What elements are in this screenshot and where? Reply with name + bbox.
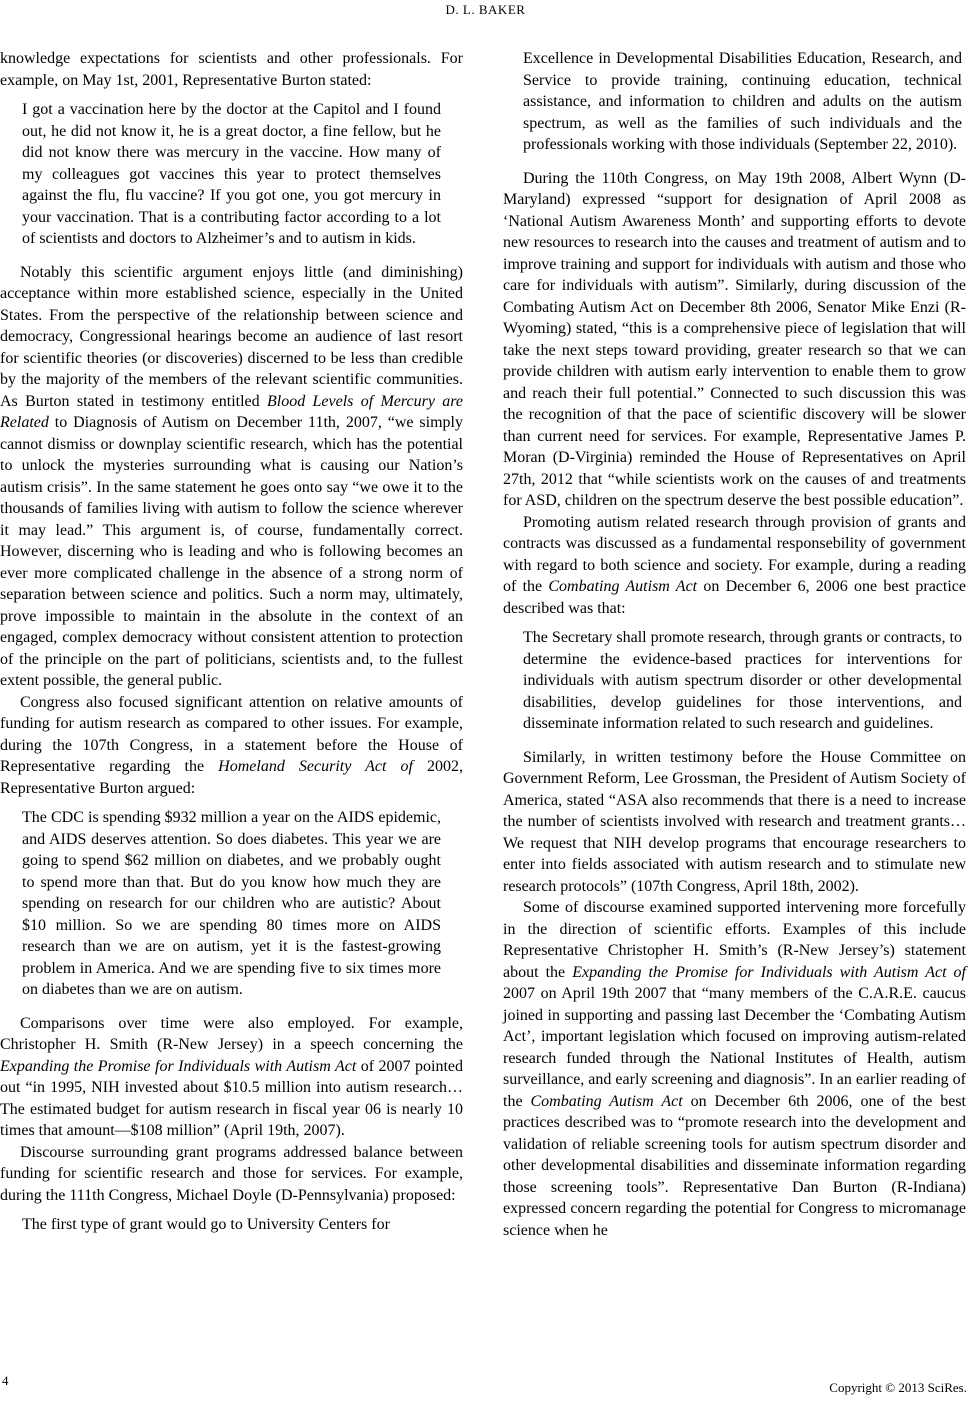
- italic-title: Combating Autism Act: [548, 578, 698, 595]
- right-column: [503, 48, 966, 1241]
- italic-title: Expanding the Promise for Individuals with Autism Act of: [572, 963, 966, 981]
- block-quote: [22, 99, 441, 250]
- text: 2002, Representative Burton argued:: [0, 758, 464, 797]
- text: Promoting autism related research through provision of grants and contracts was discussed as a fundamental responsebility of government with regard to both science and society. For example, during a reading of the: [503, 513, 966, 595]
- paragraph: knowledge expectations for scientists and other professionals. For example, on May 1st, 2001, Representative Burton stated:: [0, 50, 463, 89]
- text: 2007 on April 19th 2007 that “many members of the C.A.R.E. caucus joined in supporting and passing last December the ‘Combating Autism Act’, important legislation which focused on improving autism-related research funded through the National Institutes of Health, autism surveillance, and early screening and diagnosis”. In an earlier reading of the: [503, 985, 966, 1110]
- running-head: D. L. BAKER: [445, 2, 526, 17]
- text: Some of discourse examined supported intervening more forcefully in the direction of scientific efforts. Examples of this include Representative Christopher H. Smith’s (R-New Jersey’s) statement about the: [503, 899, 966, 981]
- paragraph: During the 110th Congress, on May 19th 2008, Albert Wynn (D-Maryland) expressed “support for designation of April 2008 as ‘National Autism Awareness Month’ and supporting efforts to devote new resources to research into the causes and treatment of autism and to improve training and support for individuals with autism and those who care for individuals with autism”. Similarly, during discussion of the Combating Autism Act on December 8th 2006, Senator Mike Enzi (R-Wyoming) stated, “this is a comprehensive piece of legislation that will take the next steps toward providing, greater research so that we can provide children with autism early intervention to enable them to grow and reach their full potential.” Connected to such discussion this was the recognition of that the pace of scientific discovery will be slower than current need for services. For example, Representative James P. Moran (D-Virginia) reminded the House of Representatives on April 27th, 2012 that “while scientists work on the causes of and treatments for ASD, children on the spectrum deserve the best possible education”.: [503, 169, 966, 509]
- block-quote: [523, 627, 962, 735]
- text: Comparisons over time were also employed. For example, Christopher H. Smith (R-New Jersey) in a speech concerning the: [0, 1014, 463, 1053]
- block-quote: [22, 807, 441, 1001]
- block-quote: [22, 1214, 441, 1236]
- text: Notably this scientific argument enjoys little (and diminishing) acceptance within more established science, especially in the United States. From the perspective of the relationship between science and democracy, Congressional hearings become an audience of last resort for scientific theories (or discoveries) discerned to be less than credible by the majority of the members of the relevant scientific communities. As Burton stated in testimony entitled: [0, 263, 463, 410]
- text: to Diagnosis of Autism on December 11th, 2007, “we simply cannot dismiss or downplay scientific research, which has the potential to unlock the mysteries surrounding what is causing our Nation’s autism crisis”. In the same statement he goes onto say “we owe it to the thousands of families living with autism to follow the science wherever it may lead.” This argument is, of course, fundamentally correct. However, discerning who is leading and who is following becomes an ever more complicated challenge in the absence of a strong norm of separation between science and politics. Such a norm may, ultimately, prove impossible to maintain in the absolute in the context of an engaged, complex democracy without consistent attention to protection of the principle on the part of politicians, scientists and, to the fullest extent possible, the general public.: [0, 414, 463, 689]
- left-column: [0, 48, 463, 1236]
- copyright-notice: Copyright © 2013 SciRes.: [829, 1380, 967, 1395]
- paragraph: [503, 512, 966, 620]
- italic-title: Expanding the Promise for Individuals with Autism Act: [0, 1057, 357, 1075]
- italic-title: Blood Levels of Mercury are Related: [0, 392, 464, 431]
- block-quote: [523, 48, 962, 156]
- italic-title: Combating Autism Act: [530, 1092, 683, 1110]
- paragraph: Similarly, in written testimony before the House Committee on Government Reform, Lee Grossman, the President of Autism Society of America, stated “ASA also recommends that there is a need to increase the number of scientists involved with research and treatment grants…We request that NIH develop programs that encourage researchers to enter into fields associated with autism research and to stimulate new research protocols” (107th Congress, April 18th, 2002).: [503, 748, 966, 895]
- page-number: 4: [2, 1373, 9, 1388]
- paragraph: [0, 1013, 463, 1142]
- quote-text: The Secretary shall promote research, through grants or contracts, to determine the evidence-based practices for interventions for individuals with autism spectrum disorder or other developmental disabilities, develop guidelines for those interventions, and disseminate information related to such research and guidelines.: [523, 629, 962, 732]
- text: on December 6, 2006 one best practice described was that:: [503, 578, 966, 617]
- text: of 2007 pointed out “in 1995, NIH invested about $10.5 million into autism research… The estimated budget for autism research in fiscal year 06 is nearly 10 times that amount—$108 million” (April 19th, 2007).: [0, 1057, 463, 1139]
- quote-text: The CDC is spending $932 million a year on the AIDS epidemic, and AIDS deserves attention. So does diabetes. This year we are going to spend $62 million on diabetes, and we probably ought to spend more than that. But do you know how much they are spending on research for our children who are autistic? About $10 million. So we are spending 80 times more on AIDS research than we are on autism, yet it is the fastest-growing problem in America. And we are spending five to six times more on diabetes than we are on autism.: [22, 809, 441, 998]
- italic-title: Homeland Security Act of: [218, 758, 413, 775]
- text: Congress also focused significant attention on relative amounts of funding for autism research as compared to other issues. For example, during the 107th Congress, in a statement before the House of Representative regarding the: [0, 693, 463, 775]
- quote-text: I got a vaccination here by the doctor at the Capitol and I found out, he did not know it, he is a great doctor, a fine fellow, but he did not know there was mercury in the vaccine. How many of my colleagues got vaccines this year to protect themselves against the flu, flu vaccine? If you got one, you got mercury in your vaccination. That is a contributing factor according to a lot of scientists and doctors to Alzheimer’s and to autism in kids.: [22, 101, 441, 247]
- paragraph: Discourse surrounding grant programs addressed balance between funding for scientific research and those for services. For example, during the 111th Congress, Michael Doyle (D-Pennsylvania) proposed:: [0, 1143, 463, 1204]
- paragraph: [0, 692, 463, 800]
- paragraph: [0, 262, 463, 692]
- text: on December 6th 2006, one of the best practices described was to “promote research into the development and validation of reliable screening tools for autism spectrum disorder and other developmental disabilities and disseminate information regarding those screening tools”. Representative Dan Burton (R-Indiana) expressed concern regarding the potential for Congress to micromanage science when he: [503, 1092, 967, 1239]
- quote-text: Excellence in Developmental Disabilities Education, Research, and Service to provide training, continuing education, technical assistance, and information to children and adults on the autism spectrum, as well as the families of such individuals and the professionals working with those individuals (September 22, 2010).: [523, 50, 962, 153]
- paragraph: [503, 897, 966, 1241]
- quote-text: The first type of grant would go to University Centers for: [22, 1216, 390, 1233]
